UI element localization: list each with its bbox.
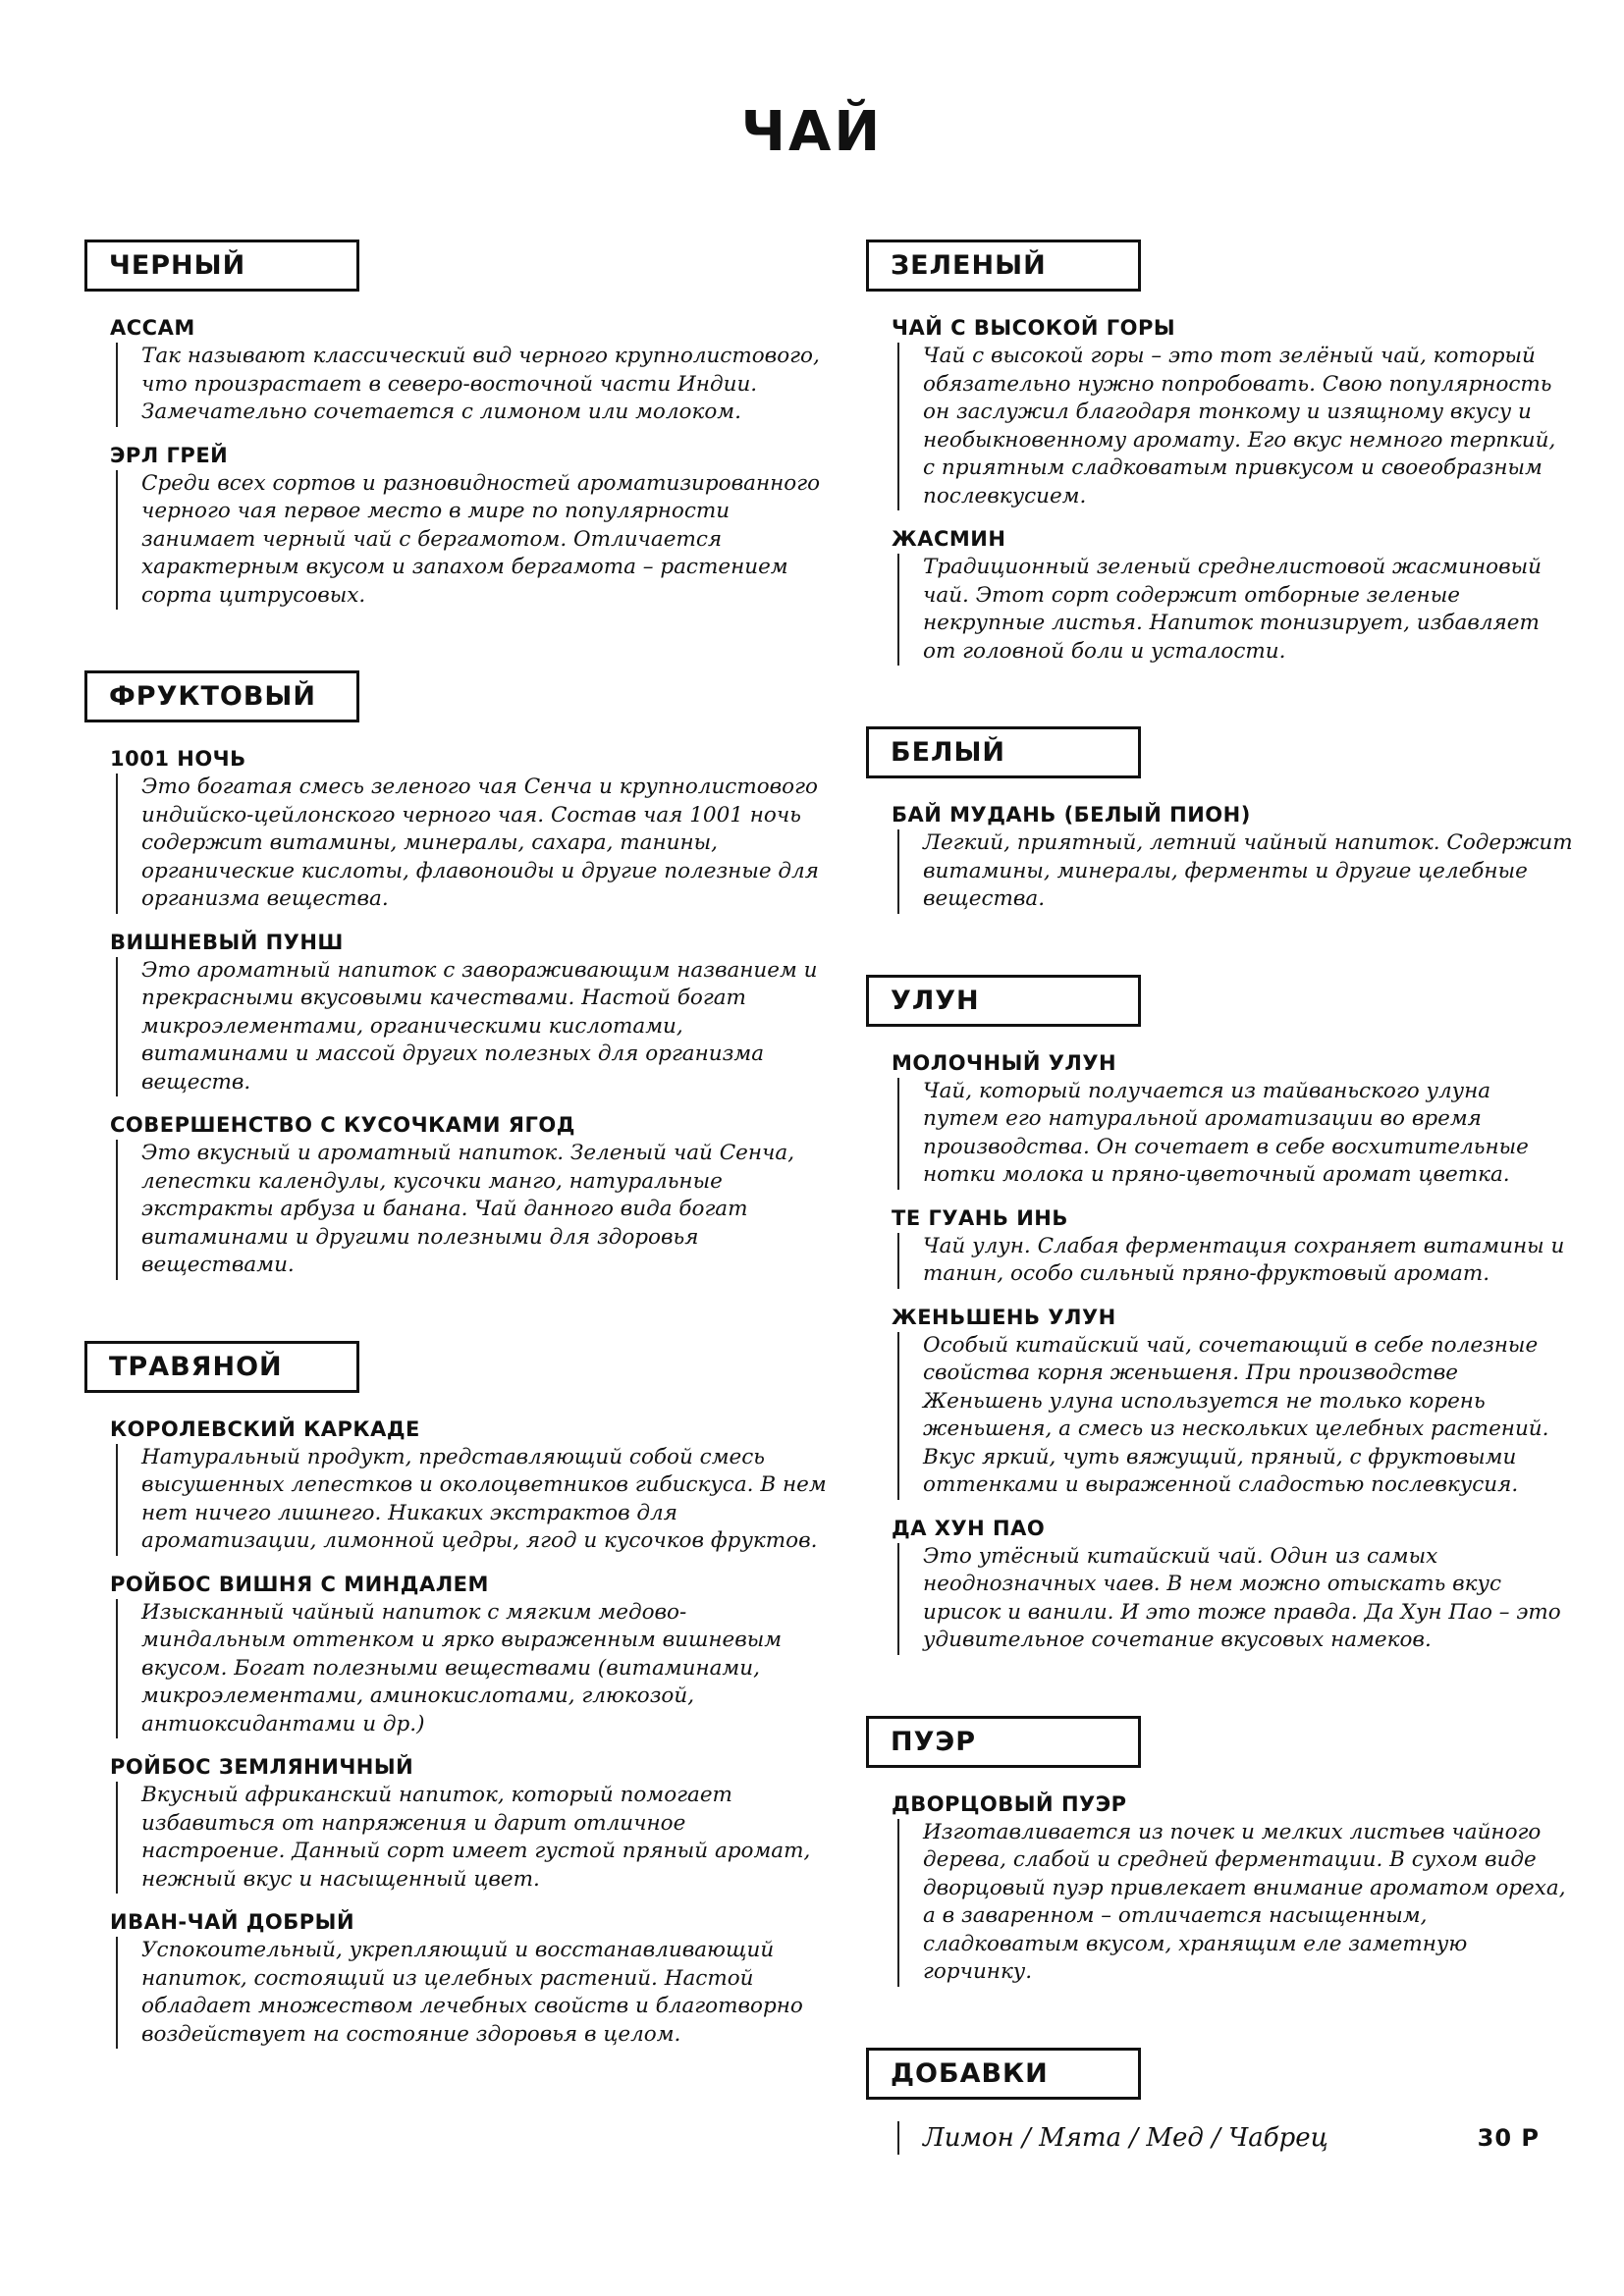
menu-item bbox=[892, 1514, 1573, 1655]
item-name: ЭРЛ ГРЕЙ bbox=[110, 443, 229, 467]
item-description: Натуральный продукт, представляющий собой смесь высушенных лепестков и околоцветников гибискуса. В нем нет ничего лишнего. Никаких экстрактов для ароматизации, лимонной цедры, ягод и кусочков фруктов. bbox=[116, 1444, 831, 1556]
item-description: Это ароматный напиток с завораживающим названием и прекрасными вкусовыми качествами. Настой богат микроэлементами, органическими кислотами, витаминами и массой других полезных для организма веществ. bbox=[116, 957, 831, 1097]
section-black bbox=[84, 240, 831, 610]
section-title: ЗЕЛЕНЫЙ bbox=[866, 240, 1141, 292]
section-green bbox=[866, 240, 1573, 666]
section-white bbox=[866, 726, 1573, 914]
section-herbal bbox=[84, 1341, 831, 2050]
menu-item bbox=[110, 1752, 831, 1894]
section-title: ПУЭР bbox=[866, 1716, 1141, 1768]
section-title: БЕЛЫЙ bbox=[866, 726, 1141, 778]
item-description: Так называют классический вид черного крупнолистового, что произрастает в северо-восточной части Индии. Замечательно сочетается с лимоном или молоком. bbox=[116, 343, 831, 427]
section-oolong bbox=[866, 975, 1573, 1655]
item-description: Легкий, приятный, летний чайный напиток. Содержит витамины, минералы, ферменты и другие целебные вещества. bbox=[897, 829, 1573, 914]
item-name: ВИШНЕВЫЙ ПУНШ bbox=[110, 930, 344, 954]
item-description: Успокоительный, укрепляющий и восстанавливающий напиток, состоящий из целебных растений. Настой обладает множеством лечебных свойств и благотворно воздействует на состояние здоровья в целом. bbox=[116, 1937, 831, 2049]
menu-item bbox=[110, 928, 831, 1097]
menu-item bbox=[110, 1570, 831, 1739]
menu-item bbox=[892, 313, 1573, 510]
section-title: ЧЕРНЫЙ bbox=[84, 240, 359, 292]
item-description: Особый китайский чай, сочетающий в себе полезные свойства корня женьшеня. При производстве Женьшень улуна используется не только корень женьшеня, а смесь из нескольких целебных растений. Вкус яркий, чуть вяжущий, пряный, с фруктовыми оттенками и выраженной сладостью послевкусия. bbox=[897, 1332, 1573, 1500]
item-description: Чай улун. Слабая ферментация сохраняет витамины и танин, особо сильный пряно-фруктовый аромат. bbox=[897, 1233, 1573, 1289]
item-name: СОВЕРШЕНСТВО С КУСОЧКАМИ ЯГОД bbox=[110, 1113, 575, 1137]
item-description: Это богатая смесь зеленого чая Сенча и крупнолистового индийско-цейлонского черного чая. Состав чая 1001 ночь содержит витамины, минералы, сахара, танины, органические кислоты, флавоноиды и другие полезные для организма вещества. bbox=[116, 774, 831, 914]
item-name: РОЙБОС ВИШНЯ С МИНДАЛЕМ bbox=[110, 1572, 489, 1596]
item-name: 1001 НОЧЬ bbox=[110, 747, 246, 771]
section-title: ДОБАВКИ bbox=[866, 2048, 1141, 2100]
item-name: БАЙ МУДАНЬ (БЕЛЫЙ ПИОН) bbox=[892, 803, 1251, 827]
item-description: Это вкусный и ароматный напиток. Зеленый чай Сенча, лепестки календулы, кусочки манго, натуральные экстракты арбуза и банана. Чай данного вида богат витаминами и другими полезными для здоровья веществами. bbox=[116, 1140, 831, 1280]
menu-item bbox=[110, 313, 831, 427]
item-name: КОРОЛЕВСКИЙ КАРКАДЕ bbox=[110, 1416, 420, 1441]
menu-item bbox=[110, 1110, 831, 1280]
item-name: РОЙБОС ЗЕМЛЯНИЧНЫЙ bbox=[110, 1755, 414, 1779]
menu-item bbox=[110, 1907, 831, 2049]
item-description: Чай, который получается из тайваньского улуна путем его натуральной ароматизации во время производства. Он сочетает в себе восхитительные нотки молока и пряно-цветочный аромат цветка. bbox=[897, 1078, 1573, 1190]
item-description: Изготавливается из почек и мелких листьев чайного дерева, слабой и средней ферментации. В сухом виде дворцовый пуэр привлекает внимание ароматом ореха, а в заваренном – отличается насыщенным, сладковатым вкусом, хранящим еле заметную горчинку. bbox=[897, 1819, 1573, 1987]
menu-item bbox=[892, 800, 1573, 914]
item-name: ЖЕНЬШЕНЬ УЛУН bbox=[892, 1305, 1116, 1329]
item-name: ИВАН-ЧАЙ ДОБРЫЙ bbox=[110, 1910, 355, 1934]
item-name: АССАМ bbox=[110, 316, 195, 340]
addons-price: 30 Р bbox=[1477, 2123, 1540, 2152]
menu-item bbox=[892, 1048, 1573, 1190]
menu-item bbox=[892, 1203, 1573, 1289]
menu-item bbox=[110, 744, 831, 914]
item-description: Это утёсный китайский чай. Один из самых неоднозначных чаев. В нем можно отыскать вкус ирисок и ванили. И это тоже правда. Да Хун Пао – это удивительное сочетание вкусовых намеков. bbox=[897, 1543, 1573, 1655]
menu-item bbox=[110, 441, 831, 611]
section-title: ФРУКТОВЫЙ bbox=[84, 670, 359, 722]
section-fruit bbox=[84, 670, 831, 1280]
menu-item bbox=[110, 1415, 831, 1556]
item-name: ЖАСМИН bbox=[892, 527, 1006, 551]
menu-item bbox=[892, 1789, 1573, 1987]
addons-list: Лимон / Мята / Мед / Чабрец bbox=[897, 2121, 1328, 2155]
item-name: ТЕ ГУАНЬ ИНЬ bbox=[892, 1205, 1068, 1230]
menu-item bbox=[892, 1303, 1573, 1500]
item-name: ЧАЙ С ВЫСОКОЙ ГОРЫ bbox=[892, 316, 1176, 340]
item-name: ДВОРЦОВЫЙ ПУЭР bbox=[892, 1791, 1127, 1816]
item-description: Традиционный зеленый среднелистовой жасминовый чай. Этот сорт содержит отборные зеленые некрупные листья. Напиток тонизирует, избавляет от головной боли и усталости. bbox=[897, 554, 1573, 666]
page-title: ЧАЙ bbox=[740, 100, 884, 164]
left-column bbox=[84, 240, 831, 2109]
right-column bbox=[866, 240, 1573, 2216]
item-description: Чай с высокой горы – это тот зелёный чай, который обязательно нужно попробовать. Свою популярность он заслужил благодаря тонкому и изящному вкусу и необыкновенному аромату. Его вкус немного терпкий, с приятным сладковатым привкусом и своеобразным послевкусием. bbox=[897, 343, 1573, 510]
menu-item bbox=[892, 524, 1573, 666]
item-description: Вкусный африканский напиток, который помогает избавиться от напряжения и дарит отличное настроение. Данный сорт имеет густой пряный аромат, нежный вкус и насыщенный цвет. bbox=[116, 1782, 831, 1894]
item-name: ДА ХУН ПАО bbox=[892, 1516, 1046, 1540]
section-title: УЛУН bbox=[866, 975, 1141, 1027]
section-puer bbox=[866, 1716, 1573, 1987]
item-description: Изысканный чайный напиток с мягким медово-миндальным оттенком и ярко выраженным вишневым вкусом. Богат полезными веществами (витаминами, микроэлементами, аминокислотами, глюкозой, антиоксидантами и др.) bbox=[116, 1599, 831, 1739]
item-name: МОЛОЧНЫЙ УЛУН bbox=[892, 1050, 1117, 1075]
item-description: Среди всех сортов и разновидностей ароматизированного черного чая первое место в мире по популярности занимает черный чай с бергамотом. Отличается характерным вкусом и запахом бергамота – растением сорта цитрусовых. bbox=[116, 470, 831, 611]
section-addons bbox=[866, 2048, 1573, 2155]
section-title: ТРАВЯНОЙ bbox=[84, 1341, 359, 1393]
addons-row bbox=[892, 2121, 1540, 2155]
